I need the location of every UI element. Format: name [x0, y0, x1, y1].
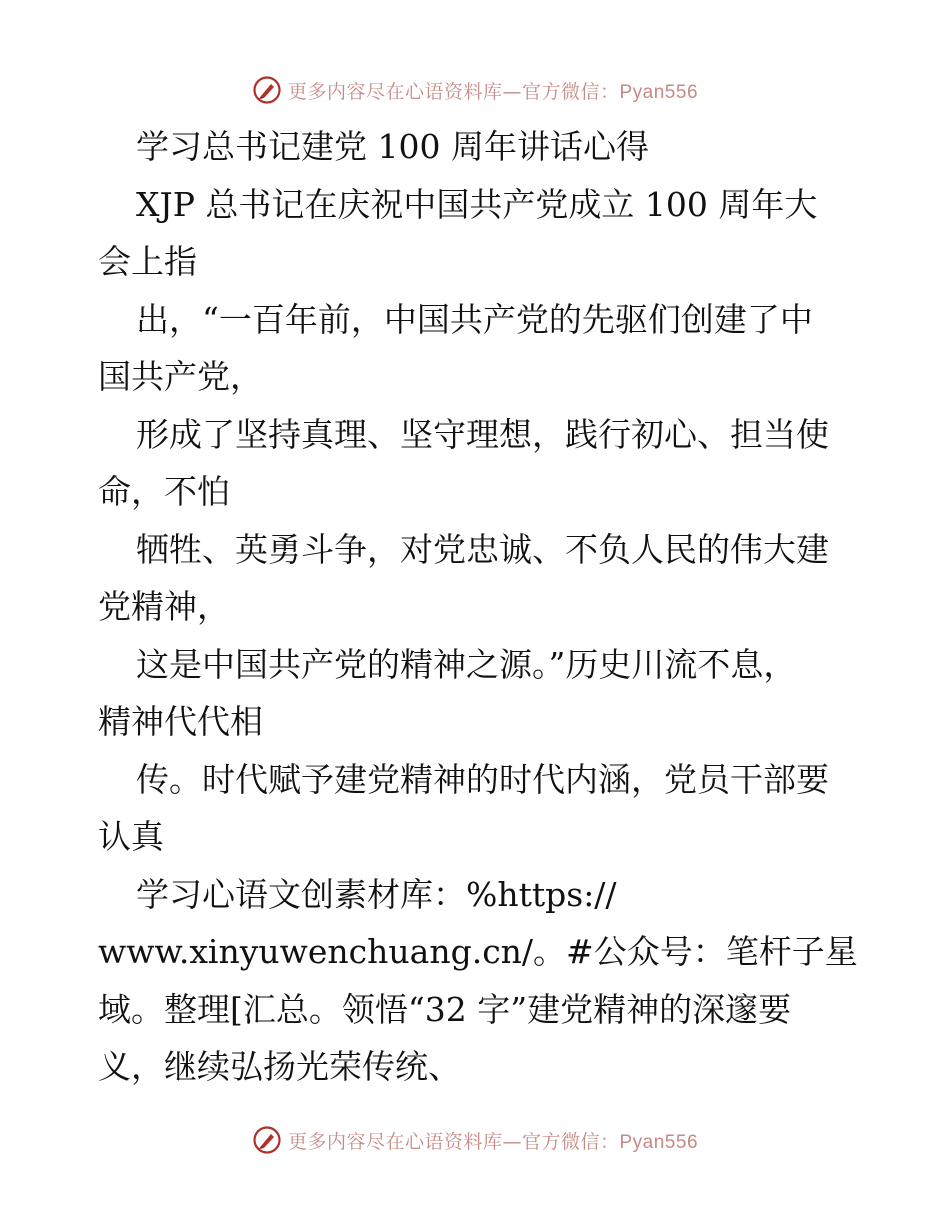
header-watermark: [0, 70, 950, 110]
text-line: 义，继续弘扬光荣传统、: [98, 1047, 461, 1086]
text-line: 命，不怕: [98, 472, 230, 511]
watermark-handle: Pyan556: [619, 1131, 699, 1153]
text-line: 牺牲、英勇斗争，对党忠诚、不负人民的伟大建: [136, 529, 829, 569]
text-line: 传。时代赋予建党精神的时代内涵，党员干部要: [136, 759, 829, 799]
text-line: 会上指: [98, 242, 197, 281]
watermark-text: 更多内容尽在心语资料库—官方微信：Pyan556: [287, 80, 699, 103]
text-line: 国共产党，: [98, 357, 263, 396]
watermark-text: 更多内容尽在心语资料库—官方微信：Pyan556: [287, 1130, 699, 1153]
text-line: 党精神，: [98, 587, 230, 626]
text-line: 域。整理[汇总。领悟“32 字”建党精神的深邃要: [98, 989, 792, 1029]
text-line: 形成了坚持真理、坚守理想，践行初心、担当使: [136, 414, 829, 454]
pen-nib-circle-icon: [252, 75, 282, 105]
text-line: 出，“一百年前，中国共产党的先驱们创建了中: [136, 299, 813, 339]
text-line: XJP 总书记在庆祝中国共产党成立 100 周年大: [136, 184, 818, 224]
text-line: www.xinyuwenchuang.cn/。#公众号：笔杆子星: [98, 932, 858, 971]
text-line: 认真: [98, 817, 164, 856]
pen-nib-circle-icon: [252, 1125, 282, 1155]
document-body: [98, 118, 858, 1096]
text-line: 这是中国共产党的精神之源。”历史川流不息，: [136, 644, 797, 684]
watermark-handle: Pyan556: [619, 81, 699, 103]
text-line: 学习心语文创素材库：%https://: [136, 874, 617, 914]
text-line: 学习总书记建党 100 周年讲话心得: [136, 127, 649, 166]
footer-watermark: [0, 1120, 950, 1160]
text-line: 精神代代相: [98, 702, 263, 741]
